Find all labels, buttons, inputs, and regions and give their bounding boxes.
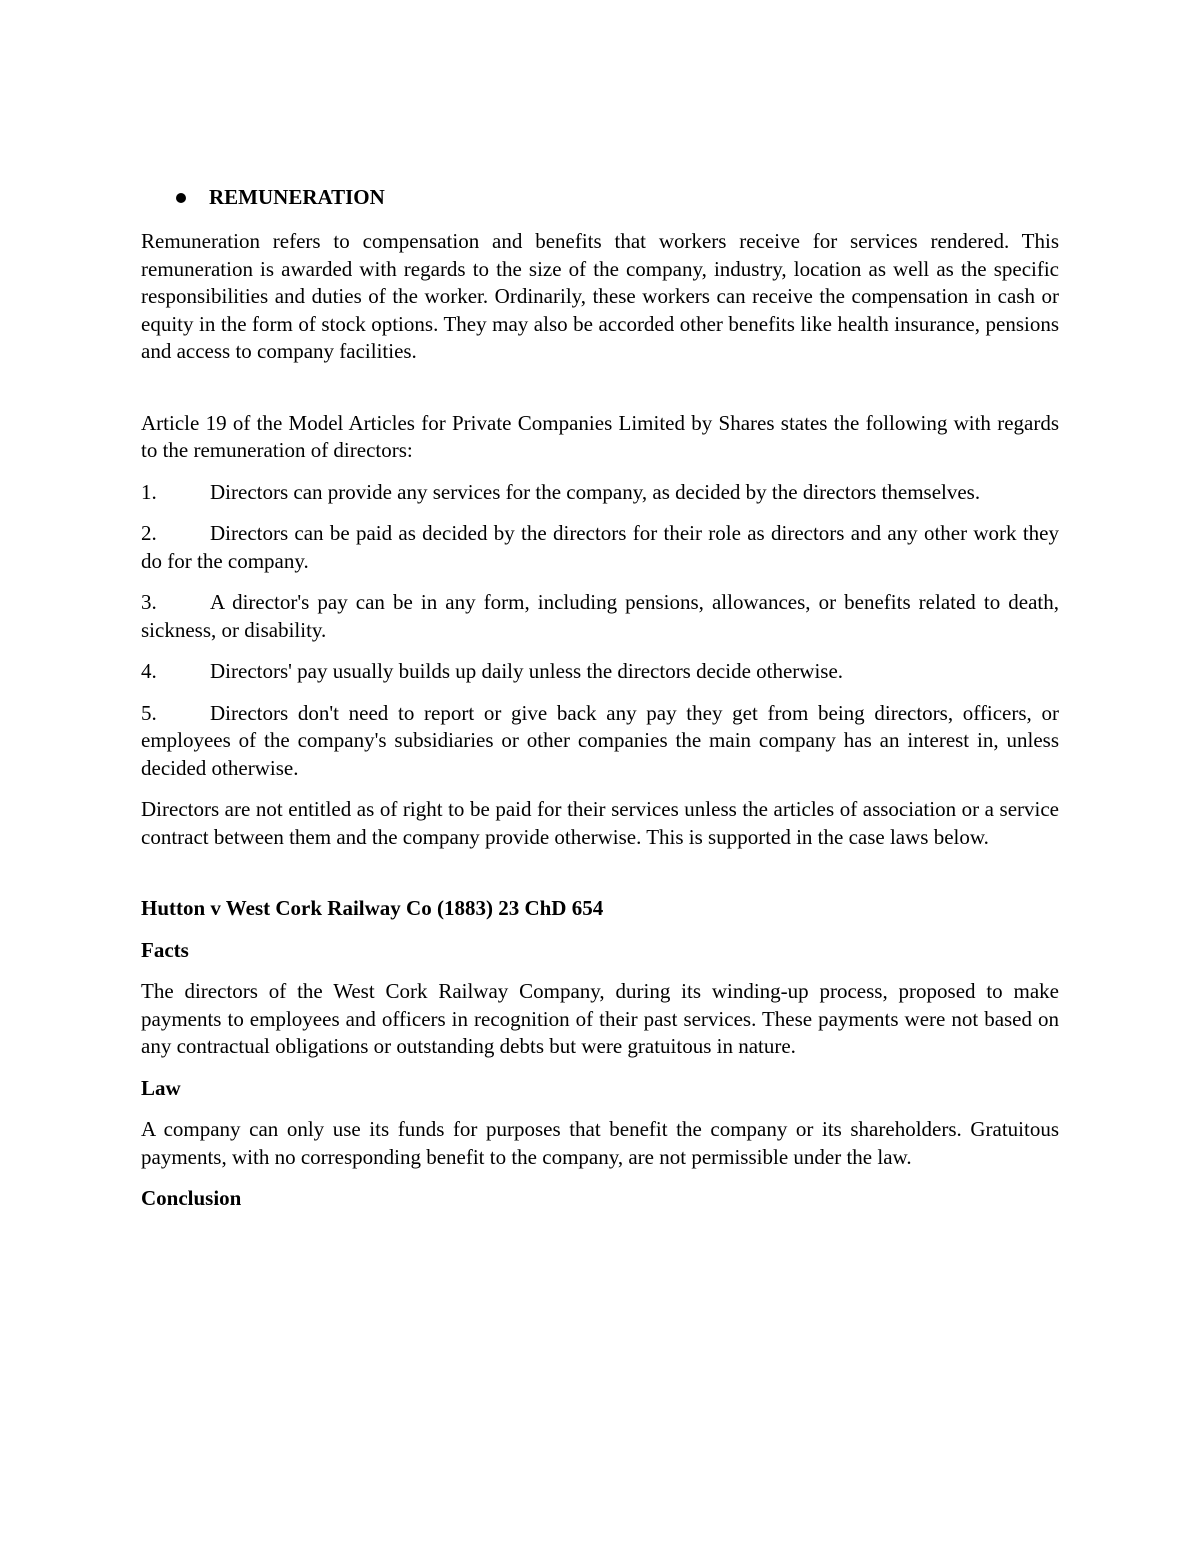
facts-paragraph: The directors of the West Cork Railway Company, during its winding-up process, proposed to make payments to employees and officers in recognition of their past services. These payments were not based on any contractual obligations or outstanding debts but were gratuitous in nature. xyxy=(141,979,1059,1058)
list-item-text: Directors can provide any services for the company, as decided by the directors themselves. xyxy=(210,479,981,504)
list-item xyxy=(141,589,1059,644)
list-item-text: Directors can be paid as decided by the directors for their role as directors and any other work they do for the company. xyxy=(141,521,1059,573)
list-item-text: Directors don't need to report or give back any pay they get from being directors, officers, or employees of the company's subsidiaries or other companies the main company has an interest in, unless decided otherwise. xyxy=(141,700,1059,780)
list-item-number: 2. xyxy=(141,521,157,545)
law-paragraph: A company can only use its funds for purposes that benefit the company or its shareholders. Gratuitous payments, with no corresponding benefit to the company, are not permissible under the law. xyxy=(141,1117,1059,1169)
bullet-icon xyxy=(176,193,186,203)
article-intro-paragraph: Article 19 of the Model Articles for Private Companies Limited by Shares states the following with regards to the remuneration of directors: xyxy=(141,410,1059,462)
list-item xyxy=(141,658,1059,686)
list-item-number: 1. xyxy=(141,479,157,504)
document-page xyxy=(141,182,1059,1227)
list-item-text: A director's pay can be in any form, including pensions, allowances, or benefits related to death, sickness, or disability. xyxy=(141,590,1059,642)
case-title: Hutton v West Cork Railway Co (1883) 23 ChD 654 xyxy=(141,896,604,920)
law-heading: Law xyxy=(141,1075,181,1100)
list-item-number: 5. xyxy=(141,700,157,725)
closing-paragraph: Directors are not entitled as of right to be paid for their services unless the articles of association or a service contract between them and the company provide otherwise. This is supported in the case laws below. xyxy=(141,797,1059,849)
list-item-text: Directors' pay usually builds up daily unless the directors decide otherwise. xyxy=(210,659,844,683)
section-heading xyxy=(141,182,1059,212)
list-item xyxy=(141,479,1059,507)
intro-paragraph: Remuneration refers to compensation and benefits that workers receive for services rendered. This remuneration is awarded with regards to the size of the company, industry, location as well as the specific responsibilities and duties of the worker. Ordinarily, these workers can receive the compensation in cash or equity in the form of stock options. They may also be accorded other benefits like health insurance, pensions and access to company facilities. xyxy=(141,229,1059,363)
list-item xyxy=(141,700,1059,783)
conclusion-heading: Conclusion xyxy=(141,1186,242,1210)
list-item-number: 4. xyxy=(141,659,157,683)
section-heading-text: REMUNERATION xyxy=(209,185,385,209)
list-item xyxy=(141,520,1059,575)
facts-heading: Facts xyxy=(141,937,189,962)
list-item-number: 3. xyxy=(141,590,157,614)
